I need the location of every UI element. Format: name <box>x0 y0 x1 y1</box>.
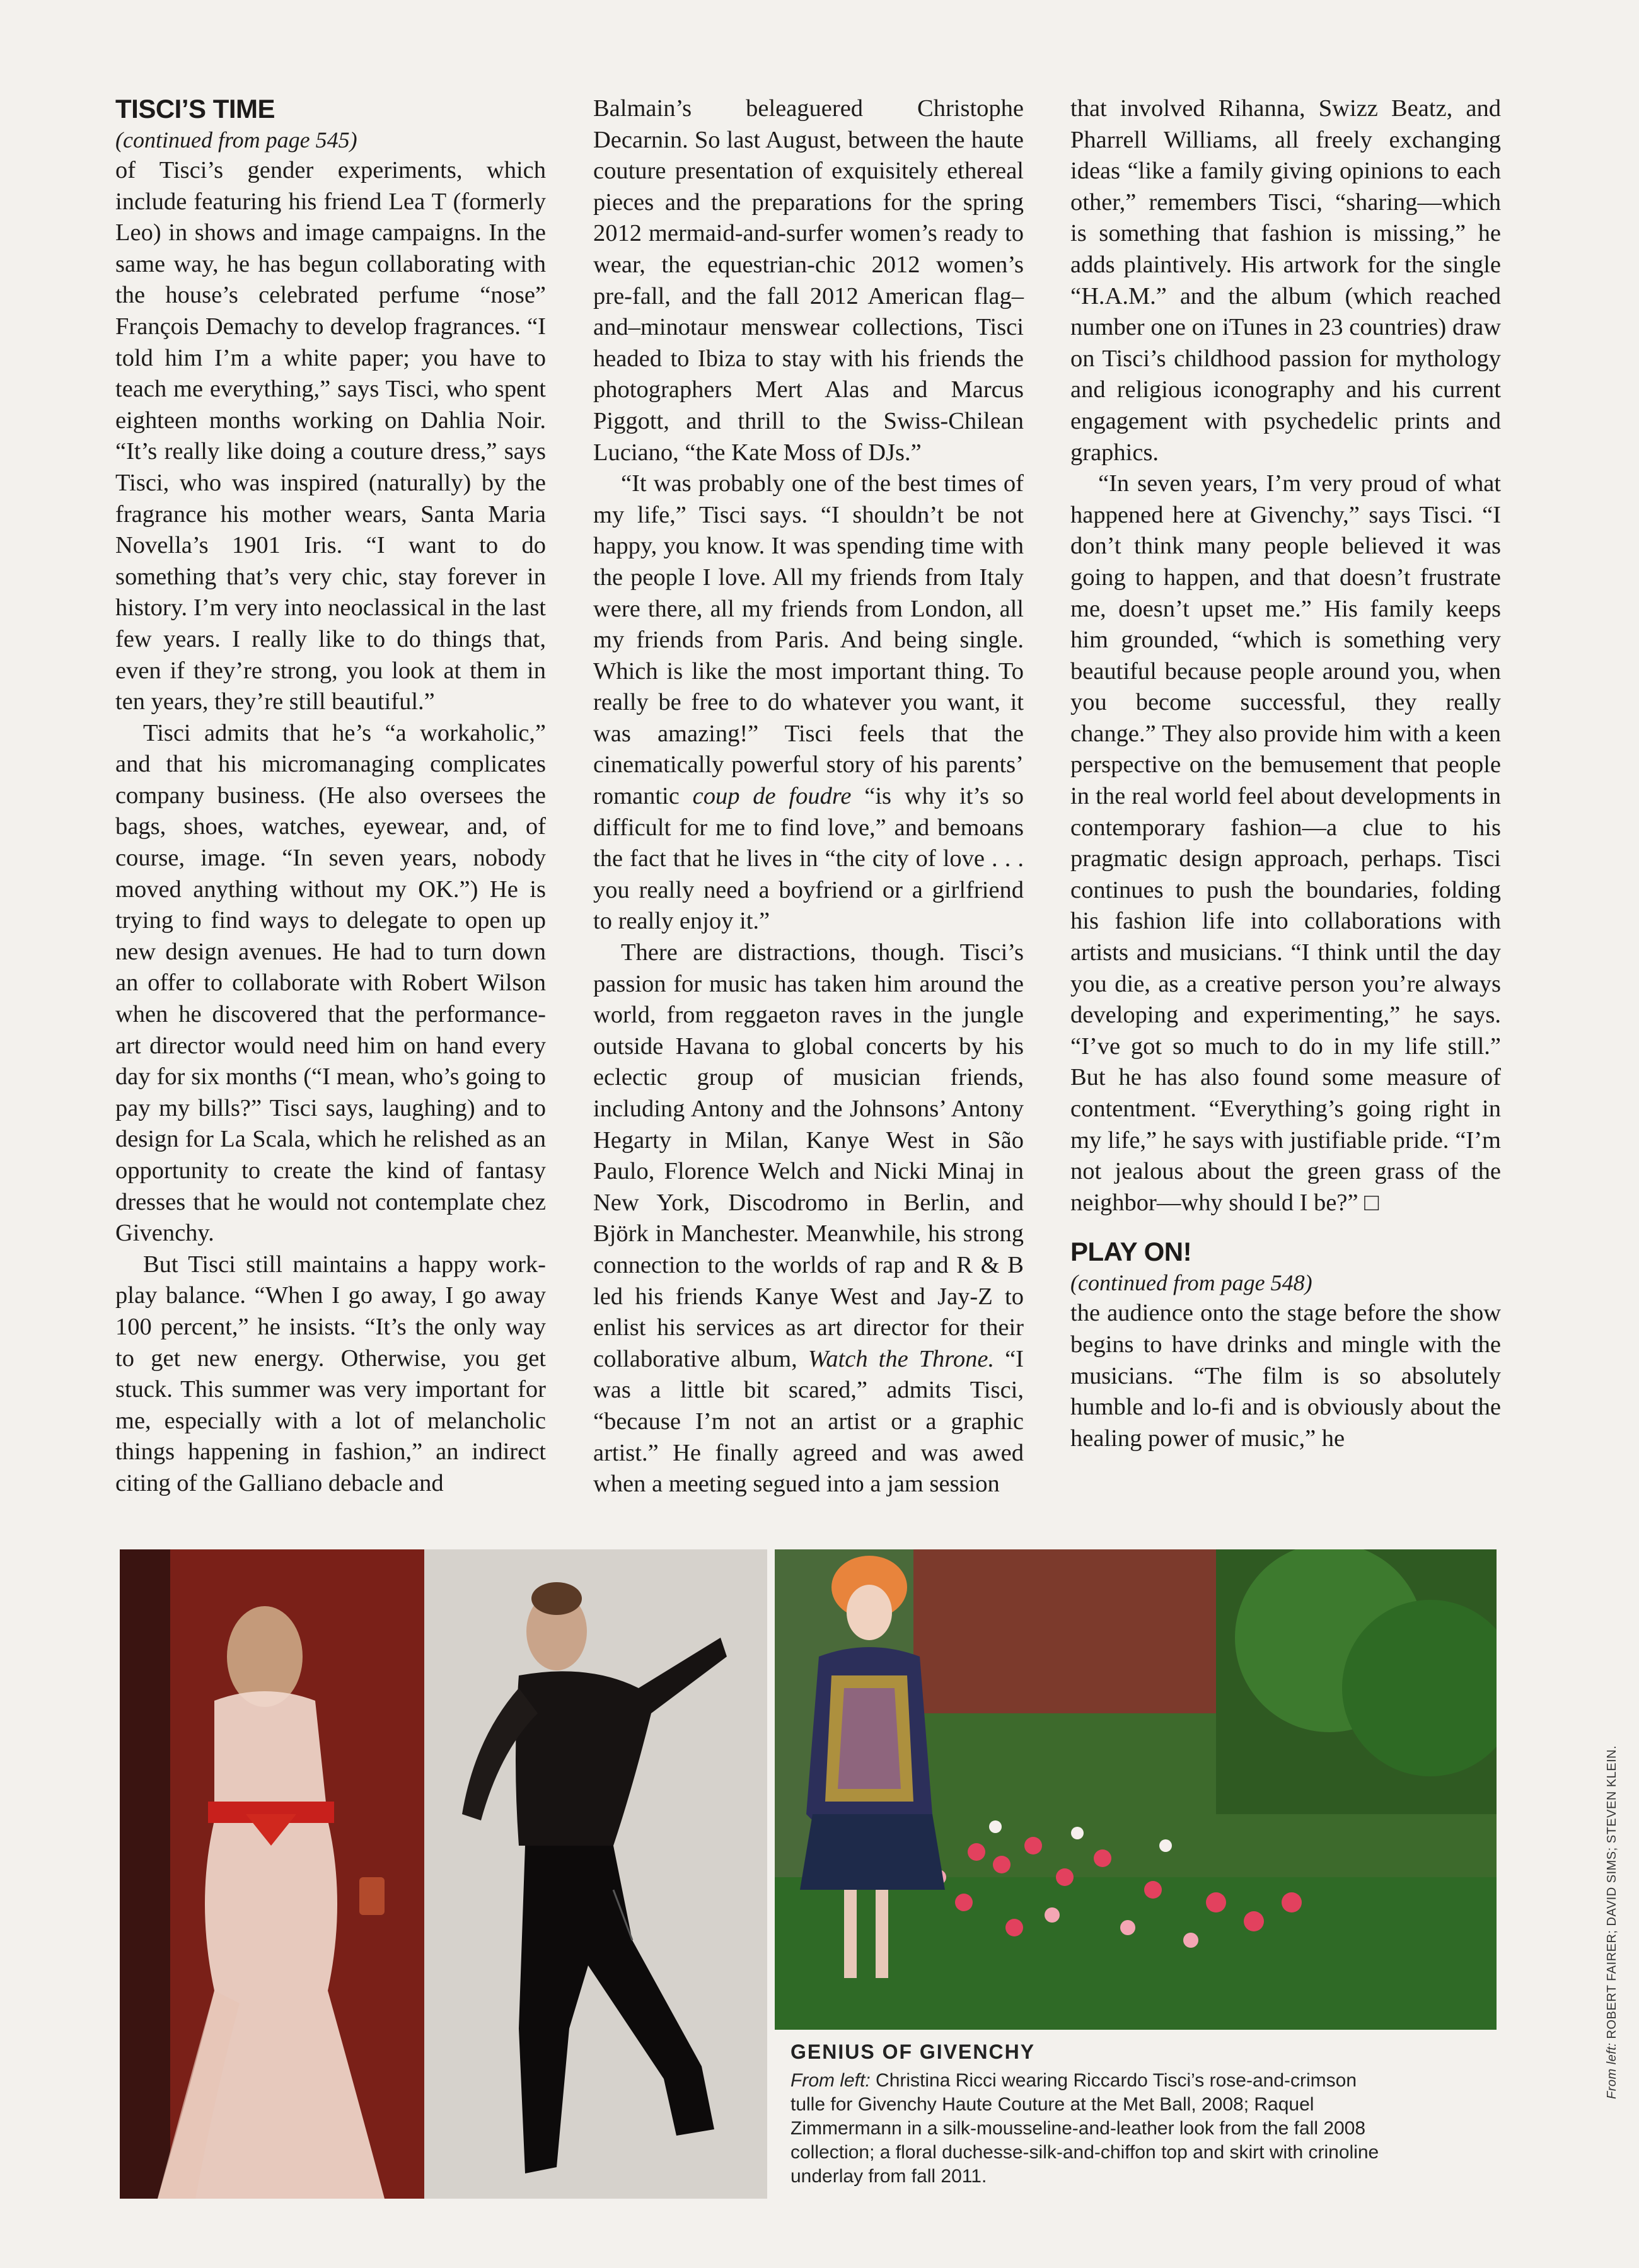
continued-note: (continued from page 545) <box>115 127 357 153</box>
photo-garden-floral <box>775 1549 1497 2030</box>
article-paragraph-4-text: “It was probably one of the best times of my life,” Tisci says. “I shouldn’t be not happy, you know. It was spending time with the people I love. All my friends from Italy were there, all my friends from London, all my friends from Paris. And being single. Which is like the most important thing. To really be free to do whatever you want, it was amazing!” Tisci feels that the cinematically powerful story of his parents’ romantic <box>593 470 1024 810</box>
photo-credit <box>1605 1745 1619 2099</box>
article-paragraph-4-rest: “is why it’s so difficult for me to find love,” and bemoans the fact that he lives in “the city of love . . . you really need a boyfriend or a girlfriend to really enjoy it.” <box>593 783 1024 935</box>
article-paragraph-1: of Tisci’s gender experiments, which include featuring his friend Lea T (formerly Leo) in shows and image campaigns. In the same way, he has begun collaborating with the house’s celebrated perfume “nose” François Demachy to develop fragrances. “I told him I’m a white paper; you have to teach me everything,” says Tisci, who spent eighteen months working on Dahlia Noir. “It’s really like doing a couture dress,” says Tisci, who was inspired (naturally) by the fragrance his mother wears, Santa Maria Novella’s 1901 Iris. “I want to do something that’s very chic, stay forever in history. I’m very into neoclassical in the last few years. I really like to do things that, even if they’re strong, you look at them in ten years, they’re still beautiful.” <box>115 157 546 715</box>
photo-black-look <box>424 1549 767 2199</box>
article-paragraph-4 <box>593 468 1024 937</box>
caption-lead: From left: <box>791 2070 871 2091</box>
article-paragraph-3: Balmain’s beleaguered Christophe Decarnin. So last August, between the haute couture presentation of exquisitely ethereal pieces and the preparations for the spring 2012 mermaid-and-surfer women’s ready to wear, the equestrian-chic 2012 women’s pre-fall, and the fall 2012 American flag–and–minotaur menswear collections, Tisci headed to Ibiza to stay with his friends the photographers Mert Alas and Marcus Piggott, and thrill to the Swiss-Chilean Luciano, “the Kate Moss of DJs.” <box>593 95 1024 466</box>
article-paragraph-5 <box>1070 93 1501 468</box>
caption-text: Christina Ricci wearing Riccardo Tisci’s rose-and-crimson tulle for Givenchy Haute Couture at the Met Ball, 2008; Raquel Zimmermann in a silk-mousseline-and-leather look from the fall 2008 collection; a floral duchesse-silk-and-chiffon top and skirt with crinoline underlay from fall 2011. <box>791 2070 1379 2187</box>
model-illustration <box>424 1549 767 2199</box>
photo-met-ball-gown <box>120 1549 424 2199</box>
article-paragraph-5-rest: “I was a little bit scared,” admits Tisci, “because I’m not an artist or a graphic artist.” He finally agreed and was awed when a meeting segued into a jam session <box>593 1345 1024 1498</box>
caption-body <box>791 2069 1396 2189</box>
gown-illustration <box>120 1549 424 2199</box>
article-paragraph-2: Tisci admits that he’s “a workaholic,” and that his micromanaging complicates company business. (He also oversees the bags, shoes, watches, eyewear, and, of course, image. “In seven years, nobody moved anything without my OK.”) He is trying to find ways to delegate to open up new design avenues. He had to turn down an offer to collaborate with Robert Wilson when he discovered that the performance-art director would need him on hand every day for six months (“I mean, who’s going to pay my bills?” Tisci says, laughing) and to design for La Scala, which he relished as an opportunity to create the kind of fantasy dresses that he would not contemplate chez Givenchy. <box>115 719 546 1247</box>
garden-illustration <box>775 1549 1497 2030</box>
section-continued-note: (continued from page 548) <box>1070 1270 1312 1296</box>
section-headline: PLAY ON! <box>1070 1237 1192 1267</box>
article-column-1 <box>115 93 546 1500</box>
article-paragraph-6: “In seven years, I’m very proud of what happened here at Givenchy,” says Tisci. “I don’t think many people believed it was going to happen, and that doesn’t frustrate me, doesn’t upset me.” His family keeps him grounded, “which is something very beautiful because people around you, when you become successful, they really change.” They also provide him with a keen perspective on the bemusement that people in the real world feel about developments in contemporary fashion—a clue to his pragmatic design approach, perhaps. Tisci continues to push the boundaries, folding his fashion life into collaborations with artists and musicians. “I think until the day you die, as a creative person you’re always developing and experimenting,” he says. “I’ve got so much to do in my life still.” But he has also found some measure of contentment. “Everything’s going right in my life,” he says with justifiable pride. “I’m not jealous about the green grass of the neighbor—why should I be?” □ <box>1070 470 1501 1216</box>
section-paragraph: the audience onto the stage before the show begins to have drinks and mingle with the musicians. “The film is so absolutely humble and lo-fi and is obviously about the healing power of music,” he <box>1070 1300 1501 1452</box>
section-gap <box>1070 1218 1501 1236</box>
article-paragraph-4-italic: coup de foudre <box>692 783 852 810</box>
article-paragraph-5-italic: Watch the Throne. <box>808 1345 995 1372</box>
article-column-2 <box>593 93 1024 1500</box>
article-paragraph-5-rest: that involved Rihanna, Swizz Beatz, and Pharrell Williams, all freely exchanging ideas “like a family giving opinions to each other,” remembers Tisci, “sharing—which is something that fashion is missing,” he adds plaintively. His artwork for the single “H.A.M.” and the album (which reached number one on iTunes in 23 countries) draw on Tisci’s childhood passion for mythology and religious iconography and his current engagement with psychedelic prints and graphics. <box>1070 95 1501 466</box>
credit-lead: From left: <box>1605 2042 1619 2099</box>
credit-text: ROBERT FAIRER; DAVID SIMS; STEVEN KLEIN. <box>1605 1745 1619 2043</box>
article-paragraph-5-text: There are distractions, though. Tisci’s passion for music has taken him around the world, from reggaeton raves in the jungle outside Havana to global concerts by his eclectic group of musician friends, including Antony and the Johnsons’ Antony Hegarty in Milan, Kanye West in São Paulo, Florence Welch and Nicki Minaj in New York, Discodromo in Berlin, and Björk in Manchester. Meanwhile, his strong connection to the worlds of rap and R & B led his friends Kanye West and Jay-Z to enlist his services as art director for their collaborative album, <box>593 939 1024 1372</box>
article-column-3 <box>1070 93 1501 1454</box>
photo-caption <box>791 2040 1396 2189</box>
caption-title: GENIUS OF GIVENCHY <box>791 2040 1036 2063</box>
article-paragraph-3: But Tisci still maintains a happy work-play balance. “When I go away, I go away 100 percent,” he insists. “It’s the only way to get new energy. Otherwise, you get stuck. This summer was very important for me, especially with a lot of melancholic things happening in fashion,” an indirect citing of the Galliano debacle and <box>115 1251 546 1496</box>
article-paragraph-5 <box>593 937 1024 1500</box>
article-headline: TISCI’S TIME <box>115 94 275 124</box>
